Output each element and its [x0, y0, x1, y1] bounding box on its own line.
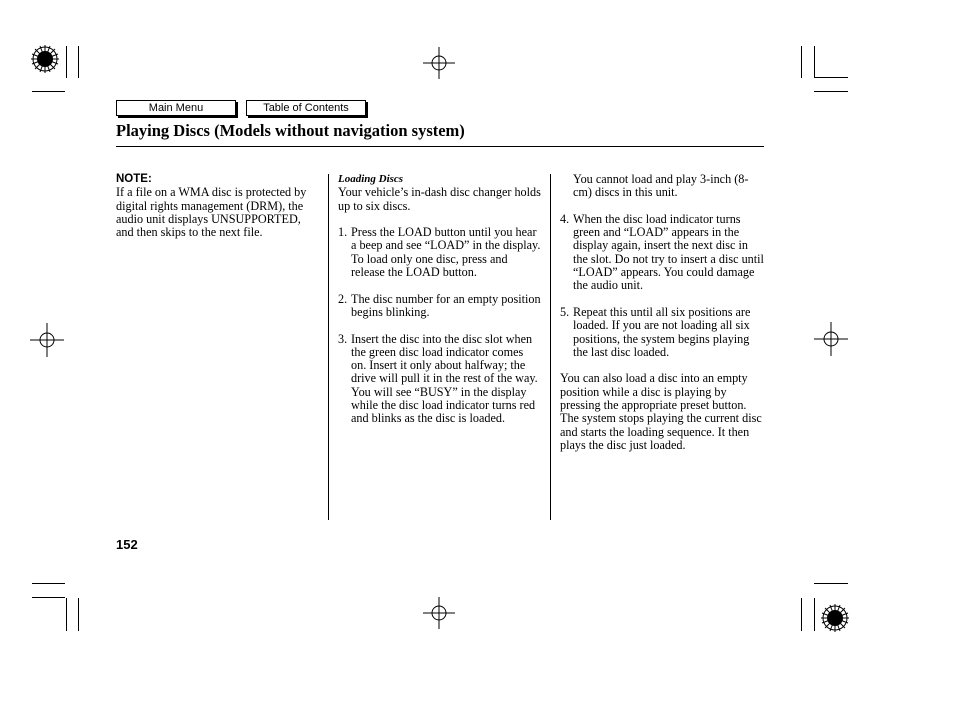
- crop-mark: [801, 598, 802, 631]
- column-divider: [550, 174, 551, 520]
- step-3: [338, 333, 541, 426]
- step-text: When the disc load indicator turns green and “LOAD” appears in the display again, insert the next disc in the slot. Do not try to insert a disc until “LOAD” appears. You could damage the audio unit.: [573, 211, 764, 293]
- note-text: If a file on a WMA disc is protected by digital rights management (DRM), the audio unit displays UNSUPPORTED, and then skips to the next file.: [116, 185, 307, 240]
- registration-crosshair-icon: [423, 47, 455, 79]
- main-menu-button[interactable]: Main Menu: [116, 100, 236, 116]
- note-label: NOTE:: [116, 173, 152, 185]
- column-divider: [328, 174, 329, 520]
- crop-mark: [814, 598, 815, 631]
- step-text: Repeat this until all six positions are loaded. If you are not loading all six positions, the system begins playing the last disc loaded.: [573, 304, 751, 359]
- crop-mark: [78, 598, 79, 631]
- crop-mark: [801, 46, 802, 78]
- crop-mark: [32, 597, 65, 598]
- step-4: [560, 213, 764, 293]
- crop-mark: [814, 46, 815, 78]
- step-1: [338, 226, 541, 279]
- crop-mark: [66, 46, 67, 78]
- registration-crosshair-icon: [423, 597, 455, 629]
- step-5: [560, 306, 764, 359]
- registration-rosette-icon: [820, 603, 850, 633]
- step-number: 5.: [560, 304, 570, 319]
- page-number: 152: [116, 537, 138, 552]
- registration-rosette-icon: [30, 44, 60, 74]
- right-column: [560, 173, 764, 452]
- step-text: The disc number for an empty position begins blinking.: [351, 291, 541, 319]
- loading-discs-subheading: Loading Discs: [338, 173, 404, 185]
- step-text: Insert the disc into the disc slot when the green disc load indicator comes on. Insert it only about halfway; the drive will pull it in the rest of the way. You will see “BUSY” in the display while the disc load indicator turns red and blinks as the disc is loaded.: [351, 331, 538, 426]
- crop-mark: [814, 91, 848, 92]
- registration-crosshair-icon: [30, 323, 64, 357]
- closing-text: You can also load a disc into an empty position while a disc is playing by pressing the appropriate preset button. The system stops playing the current disc and starts the loading sequence. It then plays the disc just loaded.: [560, 371, 762, 452]
- crop-mark: [32, 91, 65, 92]
- step-number: 1.: [338, 225, 348, 240]
- step-text: Press the LOAD button until you hear a beep and see “LOAD” in the display. To load only one disc, press and release the LOAD button.: [351, 225, 541, 280]
- step-number: 2.: [338, 291, 348, 306]
- table-of-contents-button[interactable]: Table of Contents: [246, 100, 366, 116]
- crop-mark: [814, 77, 848, 78]
- step-number: 3.: [338, 331, 348, 346]
- crop-mark: [78, 46, 79, 78]
- disc-size-warning: You cannot load and play 3-inch (8-cm) discs in this unit.: [573, 172, 749, 200]
- step-2: [338, 293, 541, 320]
- title-rule: [116, 146, 764, 147]
- crop-mark: [814, 583, 848, 584]
- middle-column: [338, 173, 541, 426]
- step-number: 4.: [560, 211, 570, 226]
- left-column: [116, 173, 318, 239]
- page-title: Playing Discs (Models without navigation system): [116, 121, 465, 140]
- crop-mark: [66, 598, 67, 631]
- registration-crosshair-icon: [814, 322, 848, 356]
- crop-mark: [32, 583, 65, 584]
- intro-text: Your vehicle’s in-dash disc changer holds up to six discs.: [338, 185, 541, 213]
